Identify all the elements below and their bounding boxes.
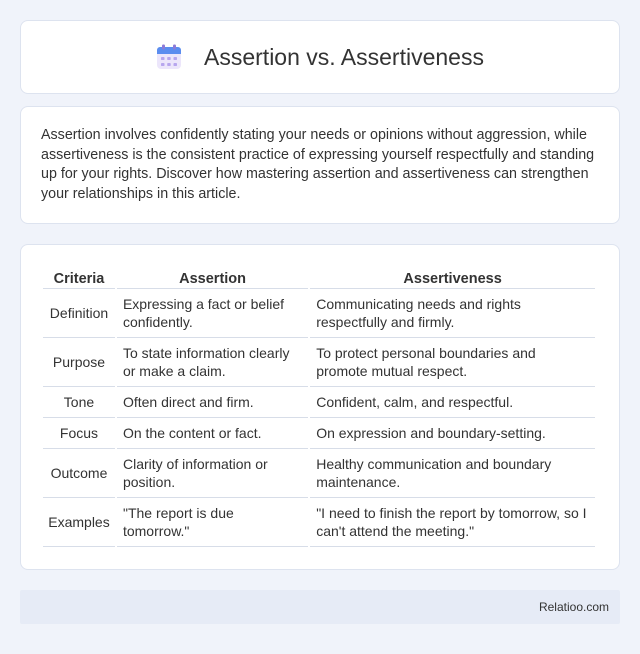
cell-criteria: Purpose	[43, 338, 115, 387]
comparison-card	[20, 244, 620, 570]
cell-assertiveness: Healthy communication and boundary maintenance.	[310, 449, 595, 498]
intro-text: Assertion involves confidently stating your needs or opinions without aggression, while assertiveness is the consistent practice of expressing yourself respectfully and standing up for your rights. Discover how mastering assertion and assertiveness can strengthen your relationships in this article.	[41, 127, 595, 202]
table-row	[43, 498, 595, 547]
cell-assertiveness: On expression and boundary-setting.	[310, 418, 595, 449]
footer-bar	[20, 590, 620, 624]
cell-assertion: Often direct and firm.	[117, 387, 308, 418]
footer-brand: Relatioo.com	[538, 600, 609, 614]
calendar-icon	[156, 44, 182, 70]
cell-assertiveness: Confident, calm, and respectful.	[310, 387, 595, 418]
intro-card	[20, 106, 620, 224]
cell-assertion: To state information clearly or make a claim.	[117, 338, 308, 387]
table-row	[43, 449, 595, 498]
cell-criteria: Outcome	[43, 449, 115, 498]
cell-assertiveness: To protect personal boundaries and promote mutual respect.	[310, 338, 595, 387]
cell-assertion: "The report is due tomorrow."	[117, 498, 308, 547]
cell-assertion: Clarity of information or position.	[117, 449, 308, 498]
comparison-table	[41, 265, 597, 547]
cell-assertiveness: Communicating needs and rights respectfully and firmly.	[310, 289, 595, 338]
title-card	[20, 20, 620, 94]
cell-assertiveness: "I need to finish the report by tomorrow, so I can't attend the meeting."	[310, 498, 595, 547]
header-assertion: Assertion	[117, 265, 308, 289]
table-row	[43, 289, 595, 338]
table-row	[43, 387, 595, 418]
page-title: Assertion vs. Assertiveness	[204, 43, 484, 70]
cell-criteria: Tone	[43, 387, 115, 418]
cell-assertion: On the content or fact.	[117, 418, 308, 449]
table-row	[43, 418, 595, 449]
table-header-row	[43, 265, 595, 289]
cell-criteria: Examples	[43, 498, 115, 547]
cell-criteria: Focus	[43, 418, 115, 449]
cell-assertion: Expressing a fact or belief confidently.	[117, 289, 308, 338]
header-criteria: Criteria	[43, 265, 115, 289]
header-assertiveness: Assertiveness	[310, 265, 595, 289]
cell-criteria: Definition	[43, 289, 115, 338]
table-row	[43, 338, 595, 387]
